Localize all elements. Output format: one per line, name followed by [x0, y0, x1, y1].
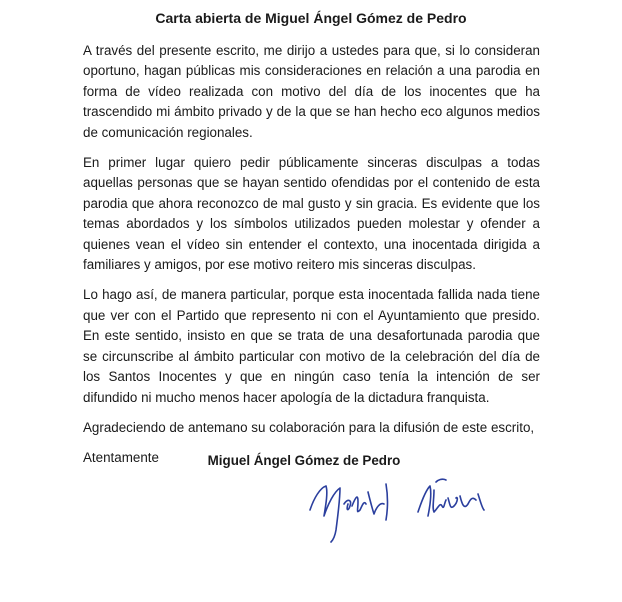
handwritten-signature [300, 470, 510, 550]
farewell-line: Atentamente [83, 450, 159, 466]
letter-title: Carta abierta de Miguel Ángel Gómez de Pedro [155, 10, 467, 26]
paragraph-clarification: Lo hago así, de manera particular, porque esta inocentada fallida nada tiene que ver con el Partido que represento ni con el Ayuntamiento que presido. En este sentido, insisto en que se trata de una desafortunada parodia que se circunscribe al ámbito particular con motivo de la celebración del día de los Santos Inocentes y que en ningún caso tenía la intención de ser difundido ni mucho menos hacer apología de la dictadura franquista. [83, 287, 540, 405]
signer-name: Miguel Ángel Gómez de Pedro [207, 453, 401, 468]
thanks-line: Agradeciendo de antemano su colaboración para la difusión de este escrito, [83, 419, 535, 435]
letter-body [83, 41, 540, 479]
paragraph-apology: En primer lugar quiero pedir públicamente sinceras disculpas a todas aquellas personas que se hayan sentido ofendidas por el contenido de esta parodia que ahora reconozco de mal gusto y sin gracia. Es evidente que los temas abordados y los símbolos utilizados pueden molestar y ofender a quienes vean el vídeo sin entender el contexto, una inocentada dirigida a familiares y amigos, por ese motivo reitero mis sinceras disculpas. [83, 155, 540, 273]
paragraph-introduction: A través del presente escrito, me dirijo a ustedes para que, si lo consideran oportuno, hagan públicas mis consideraciones en relación a una parodia en forma de vídeo realizada con motivo del día de los inocentes que ha trascendido mi ámbito privado y de la que se han hecho eco algunos medios de comunicación regionales. [83, 43, 540, 140]
